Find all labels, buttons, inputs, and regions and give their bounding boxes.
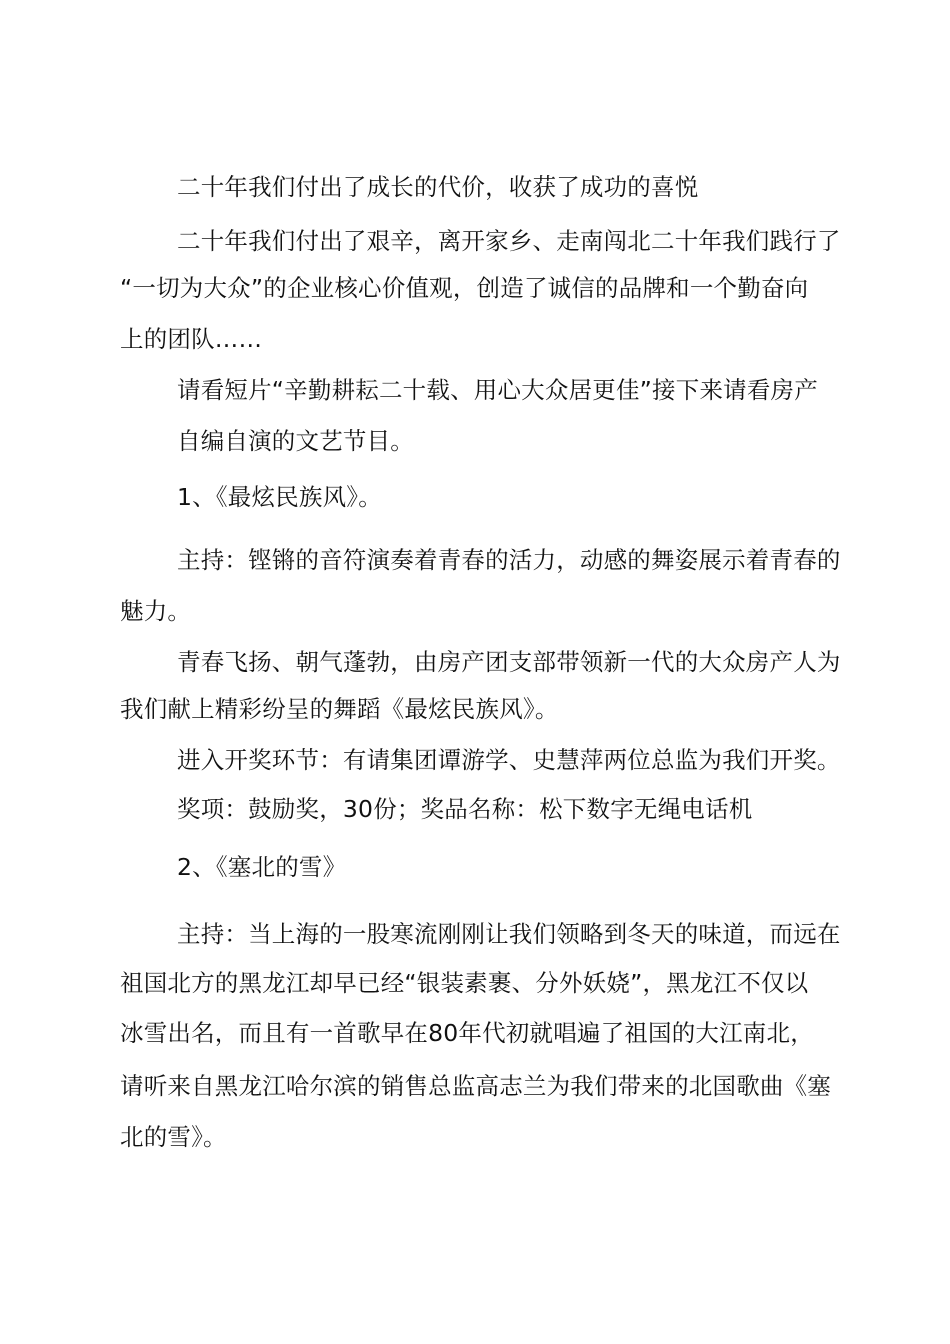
paragraph-line: 请听来自黑龙江哈尔滨的销售总监高志兰为我们带来的北国歌曲《塞: [120, 1072, 831, 1100]
paragraph-line: 二十年我们付出了成长的代价，收获了成功的喜悦: [177, 173, 699, 201]
paragraph-line: 主持：当上海的一股寒流刚刚让我们领略到冬天的味道，而远在: [177, 920, 841, 948]
paragraph-line: 主持：铿锵的音符演奏着青春的活力，动感的舞姿展示着青春的: [177, 546, 841, 574]
paragraph-line: 魅力。: [120, 597, 192, 625]
paragraph-line: 北的雪》。: [120, 1123, 227, 1151]
paragraph-line: 我们献上精彩纷呈的舞蹈《最炫民族风》。: [120, 695, 559, 723]
paragraph-line: 青春飞扬、朝气蓬勃，由房产团支部带领新一代的大众房产人为: [177, 648, 841, 676]
paragraph-line: 奖项：鼓励奖，30份；奖品名称：松下数字无绳电话机: [177, 795, 753, 823]
paragraph-line: 祖国北方的黑龙江却早已经“银装素裹、分外妖娆”，黑龙江不仅以: [120, 969, 809, 997]
section-heading: 2、《塞北的雪》: [177, 853, 347, 881]
paragraph-line: 自编自演的文艺节目。: [177, 427, 414, 455]
section-heading: 1、《最炫民族风》。: [177, 483, 382, 511]
paragraph-line: 上的团队……: [120, 325, 263, 353]
paragraph-line: 进入开奖环节：有请集团谭游学、史慧萍两位总监为我们开奖。: [177, 746, 841, 774]
paragraph-line: 二十年我们付出了艰辛，离开家乡、走南闯北二十年我们践行了: [177, 227, 841, 255]
paragraph-line: 请看短片“辛勤耕耘二十载、用心大众居更佳”接下来请看房产: [177, 376, 818, 404]
paragraph-line: “一切为大众”的企业核心价值观，创造了诚信的品牌和一个勤奋向: [120, 274, 809, 302]
paragraph-line: 冰雪出名，而且有一首歌早在80年代初就唱遍了祖国的大江南北，: [120, 1019, 814, 1047]
